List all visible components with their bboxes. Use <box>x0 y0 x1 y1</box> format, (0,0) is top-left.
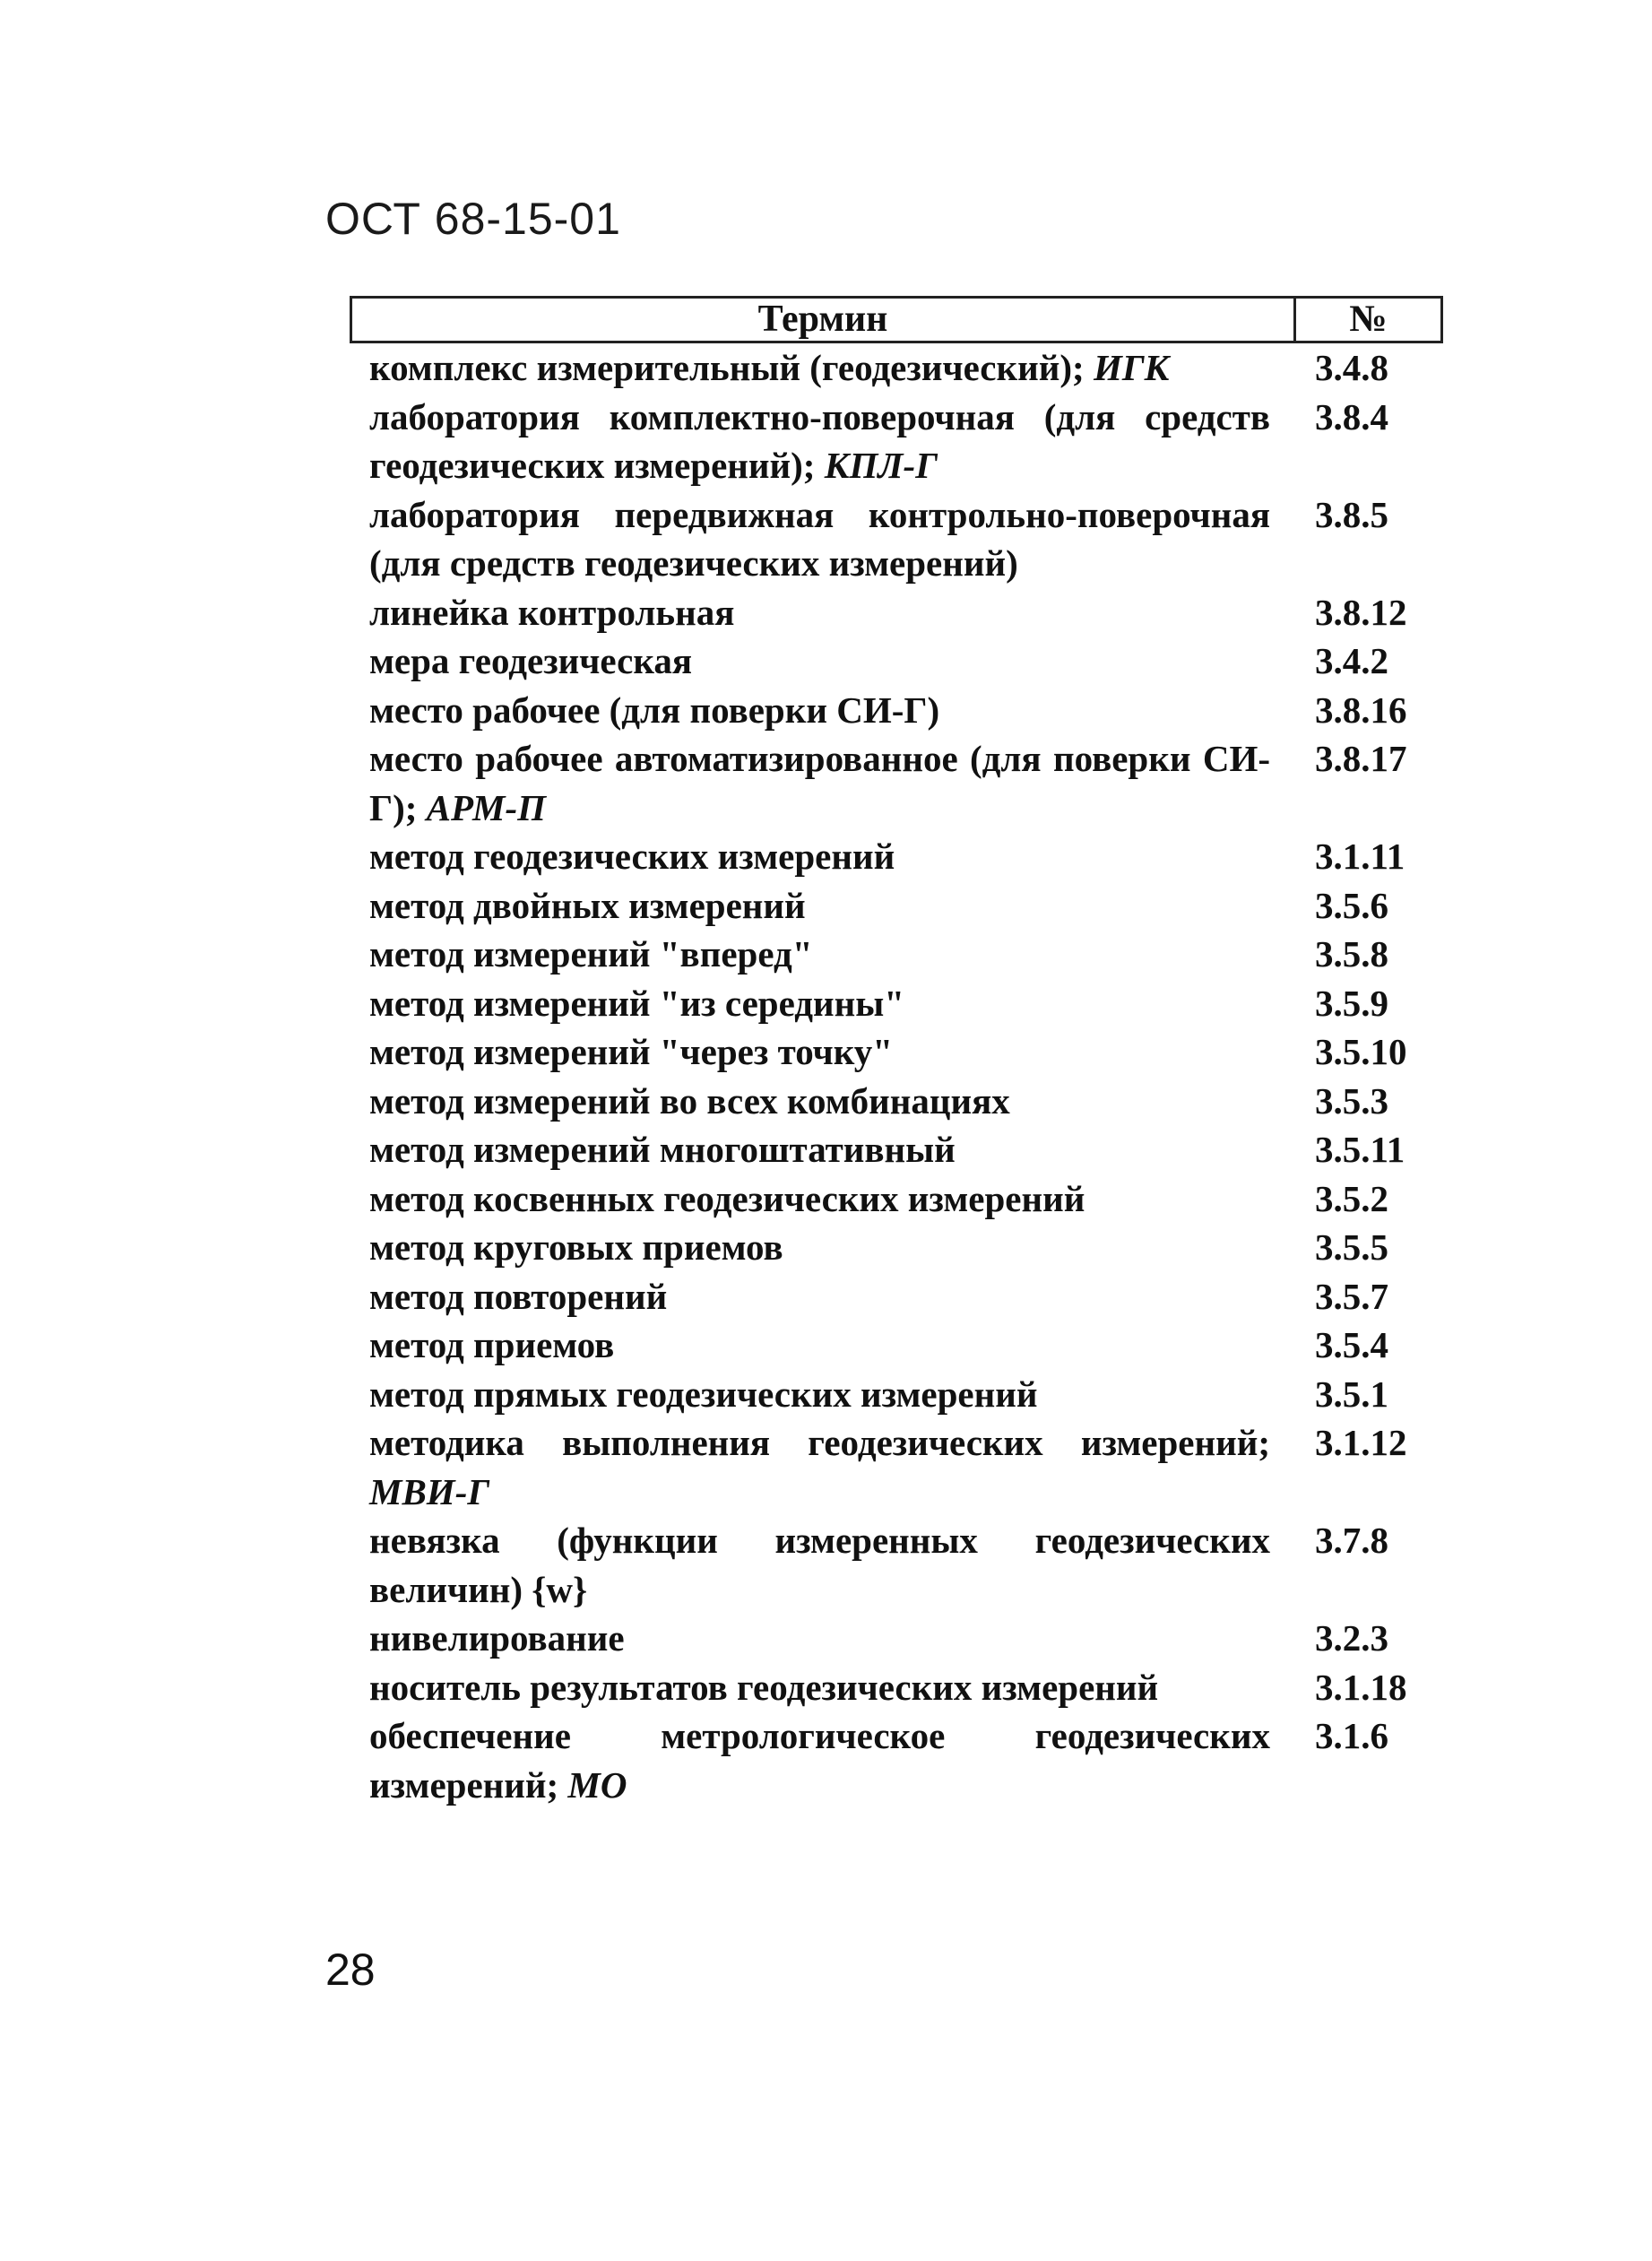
clause-number: 3.4.8 <box>1315 347 1388 388</box>
term-abbreviation: МО <box>567 1763 627 1806</box>
term-cell <box>369 343 1270 393</box>
clause-number: 3.8.12 <box>1315 591 1407 633</box>
term-text: нивелирование <box>369 1617 625 1659</box>
term-text: метод повторений <box>369 1275 668 1317</box>
clause-number: 3.8.16 <box>1315 689 1407 731</box>
clause-number: 3.1.18 <box>1315 1666 1407 1708</box>
term-cell <box>369 393 1270 490</box>
term-abbreviation: ИГК <box>1093 347 1170 388</box>
table-row <box>350 734 1443 832</box>
term-text: невязка (функции измеренных геодезических величин) {w} <box>369 1520 1270 1610</box>
table-row <box>350 1614 1443 1663</box>
term-cell <box>369 1418 1270 1516</box>
term-cell <box>369 1370 1270 1419</box>
term-cell <box>369 979 1270 1028</box>
term-text: метод измерений "вперед" <box>369 933 813 975</box>
table-row <box>350 343 1443 393</box>
term-text: метод измерений "через точку" <box>369 1031 894 1072</box>
table-row <box>350 1223 1443 1272</box>
clause-number: 3.5.7 <box>1315 1275 1388 1317</box>
term-cell <box>369 1027 1270 1077</box>
table-row <box>350 881 1443 931</box>
terms-index-table <box>350 296 1443 1809</box>
term-text: метод измерений во всех комбинациях <box>369 1079 1010 1122</box>
clause-number: 3.5.1 <box>1315 1373 1388 1415</box>
term-abbreviation: МВИ-Г <box>369 1470 490 1512</box>
table-row <box>350 1663 1443 1712</box>
term-cell <box>369 686 1270 735</box>
clause-number: 3.2.3 <box>1315 1617 1388 1659</box>
table-row <box>350 1077 1443 1126</box>
term-text: метод круговых приемов <box>369 1226 783 1268</box>
term-text: метод двойных измерений <box>369 884 806 926</box>
table-row <box>350 1272 1443 1321</box>
term-text: метод измерений многоштативный <box>369 1129 956 1170</box>
term-text: носитель результатов геодезических измерений <box>369 1666 1159 1708</box>
term-cell <box>369 1272 1270 1321</box>
clause-number: 3.5.11 <box>1315 1129 1405 1170</box>
clause-number: 3.5.4 <box>1315 1324 1388 1365</box>
clause-number: 3.5.6 <box>1315 884 1388 926</box>
table-row <box>350 979 1443 1028</box>
term-text: методика выполнения геодезических измерений; <box>369 1422 1270 1463</box>
table-row <box>350 588 1443 637</box>
term-text: лаборатория комплектно-поверочная (для средств геодезических измерений); <box>369 395 1270 486</box>
clause-number: 3.5.3 <box>1315 1079 1388 1122</box>
term-cell <box>369 588 1270 637</box>
term-cell <box>369 930 1270 979</box>
term-cell <box>369 832 1270 881</box>
term-abbreviation: КПЛ-Г <box>824 445 938 486</box>
term-cell <box>369 1516 1270 1614</box>
header-number: № <box>1349 299 1388 340</box>
table-row <box>350 1174 1443 1224</box>
term-text: обеспечение метрологическое геодезических измерений; <box>369 1715 1270 1806</box>
table-row <box>350 1418 1443 1516</box>
table-row <box>350 832 1443 881</box>
clause-number: 3.5.2 <box>1315 1177 1388 1219</box>
term-text: метод прямых геодезических измерений <box>369 1373 1038 1415</box>
table-row <box>350 930 1443 979</box>
term-cell <box>369 1663 1270 1712</box>
table-row <box>350 1125 1443 1174</box>
table-row <box>350 686 1443 735</box>
clause-number: 3.5.10 <box>1315 1031 1407 1072</box>
term-cell <box>369 490 1270 588</box>
clause-number: 3.5.5 <box>1315 1226 1388 1268</box>
clause-number: 3.4.2 <box>1315 640 1388 681</box>
term-text: метод косвенных геодезических измерений <box>369 1177 1085 1219</box>
table-row <box>350 1321 1443 1370</box>
table-row <box>350 490 1443 588</box>
term-cell <box>369 1077 1270 1126</box>
table-header <box>350 296 1443 343</box>
term-text: место рабочее (для поверки СИ-Г) <box>369 689 940 731</box>
table-row <box>350 637 1443 686</box>
table-row <box>350 1027 1443 1077</box>
term-cell <box>369 1614 1270 1663</box>
table-row <box>350 1370 1443 1419</box>
term-abbreviation: АРМ-П <box>426 786 547 828</box>
term-text: метод приемов <box>369 1324 615 1365</box>
page-number: 28 <box>325 1945 376 1995</box>
clause-number: 3.8.5 <box>1315 493 1388 535</box>
table-row <box>350 1516 1443 1614</box>
term-cell <box>369 1711 1270 1809</box>
header-term: Термин <box>352 299 1296 341</box>
term-cell <box>369 1223 1270 1272</box>
clause-number: 3.1.6 <box>1315 1715 1388 1756</box>
document-code: ОСТ 68-15-01 <box>325 194 621 244</box>
clause-number: 3.7.8 <box>1315 1520 1388 1561</box>
term-text: лаборатория передвижная контрольно-поверочная (для средств геодезических измерений) <box>369 493 1270 584</box>
term-cell <box>369 734 1270 832</box>
term-text: линейка контрольная <box>369 591 735 633</box>
clause-number: 3.1.12 <box>1315 1422 1407 1463</box>
term-text: комплекс измерительный (геодезический); <box>369 347 1094 388</box>
term-text: метод измерений "из середины" <box>369 982 905 1024</box>
clause-number: 3.8.17 <box>1315 738 1407 779</box>
term-cell <box>369 1321 1270 1370</box>
term-text: метод геодезических измерений <box>369 836 895 877</box>
clause-number: 3.5.9 <box>1315 982 1388 1024</box>
clause-number: 3.5.8 <box>1315 933 1388 975</box>
clause-number: 3.1.11 <box>1315 836 1405 877</box>
table-row <box>350 1711 1443 1809</box>
table-row <box>350 393 1443 490</box>
term-text: место рабочее автоматизированное (для поверки СИ-Г); <box>369 738 1270 828</box>
term-cell <box>369 1174 1270 1224</box>
term-cell <box>369 637 1270 686</box>
term-cell <box>369 1125 1270 1174</box>
clause-number: 3.8.4 <box>1315 395 1388 437</box>
table-body <box>350 343 1443 1809</box>
term-text: мера геодезическая <box>369 640 693 681</box>
term-cell <box>369 881 1270 931</box>
